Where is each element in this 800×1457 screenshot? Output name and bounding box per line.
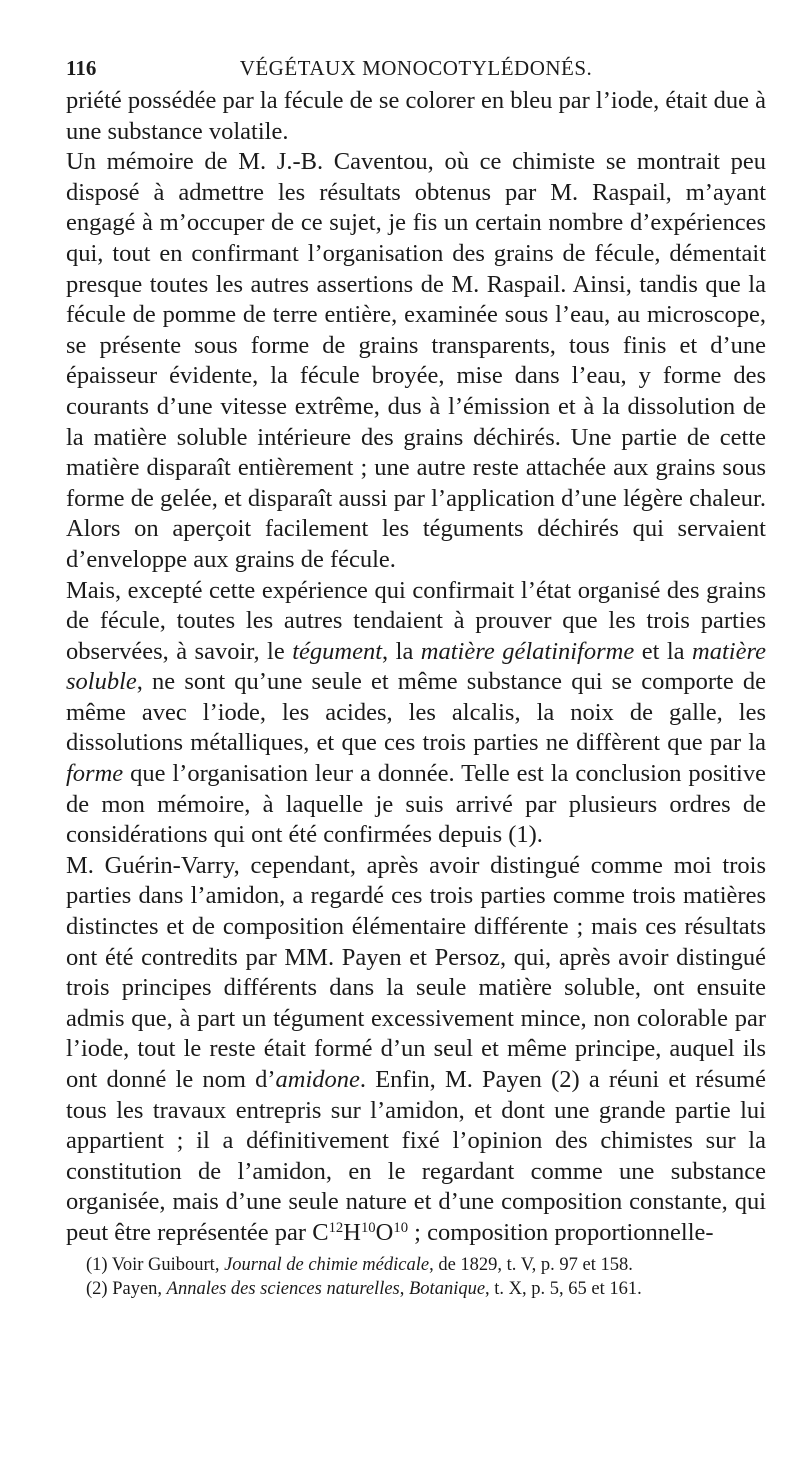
italic-text: amidone	[275, 1066, 360, 1093]
paragraph	[66, 147, 766, 575]
book-page	[66, 52, 766, 1301]
body-text	[66, 86, 766, 1249]
superscript: 12	[328, 1219, 344, 1236]
text-run: , de 1829, t. V, p. 97 et 158.	[429, 1254, 633, 1275]
text-run: et la	[634, 637, 693, 665]
footnote	[66, 1277, 766, 1301]
text-run: (1) Voir Guibourt,	[86, 1254, 225, 1275]
text-run: , t. X, p. 5, 65 et 161.	[485, 1278, 642, 1299]
page-header	[66, 52, 766, 86]
running-title: VÉGÉTAUX MONOCOTYLÉDONÉS.	[239, 56, 593, 80]
footnotes	[66, 1253, 766, 1301]
paragraph	[66, 86, 766, 147]
paragraph	[66, 576, 766, 851]
text-run: . Enfin, M. Payen (2) a réuni et résumé tous les travaux entrepris sur l’amidon, et dont une grande partie lui appartient ; il a définitivement fixé l’opinion des chimistes sur la constitution de l’amidon, en le regardant comme une substance organisée, mais d’une seule nature et d’une composition constante, qui peut être représentée par C	[66, 1066, 766, 1246]
italic-text: Journal de chimie médicale	[224, 1254, 430, 1275]
italic-text: forme	[66, 760, 124, 788]
text-run: ,	[399, 1278, 409, 1299]
text-run: O	[375, 1218, 394, 1246]
text-run: (2) Payen,	[86, 1278, 167, 1299]
italic-text: tégument	[292, 637, 383, 665]
italic-text: matière gélatiniforme	[420, 637, 635, 665]
italic-text: matière soluble	[66, 637, 766, 696]
text-run: Mais, excepté cette expérience qui confirmait l’état organisé des grains de fécule, toutes les autres tendaient à prouver que les trois parties observées, à savoir, le	[66, 576, 766, 665]
text-run: M. Guérin-Varry, cependant, après avoir distingué comme moi trois parties dans l’amidon, a regardé ces trois parties comme trois matières distinctes et de composition élémentaire différente ; mais ces résultats ont été contredits par MM. Payen et Persoz, qui, après avoir distingué trois principes différents dans la seule matière soluble, ont ensuite admis que, à part un tégument excessivement mince, non colorable par l’iode, tout le reste était formé d’un seul et même principe, auquel ils ont donné le nom d’	[66, 851, 766, 1093]
text-run: H	[343, 1218, 361, 1246]
superscript: 10	[360, 1219, 376, 1236]
text-run: que l’organisation leur a donnée. Telle est la conclusion positive de mon mémoire, à laquelle je suis arrivé par plusieurs ordres de considérations qui ont été confirmées depuis (1).	[66, 760, 766, 849]
text-run: ; composition proportionnelle-	[408, 1218, 714, 1246]
text-run: , ne sont qu’une seule et même substance qui se comporte de même avec l’iode, les acides, les alcalis, la noix de galle, les dissolutions métalliques, et que ces trois parties ne diffèrent que par la	[66, 668, 766, 757]
page-number: 116	[66, 56, 97, 80]
paragraph	[66, 851, 766, 1249]
text-run: Un mémoire de M. J.-B. Caventou, où ce chimiste se montrait peu disposé à admettre les résultats obtenus par M. Raspail, m’ayant engagé à m’occuper de ce sujet, je fis un certain nombre d’expériences qui, tout en confirmant l’organisation des grains de fécule, démentait presque toutes les autres assertions de M. Raspail. Ainsi, tandis que la fécule de pomme de terre entière, examinée sous l’eau, au microscope, se présente sous forme de grains transparents, tous finis et d’une épaisseur évidente, la fécule broyée, mise dans l’eau, y forme des courants d’une vitesse extrême, dus à l’émission et à la dissolution de la matière soluble intérieure des grains déchirés. Une partie de cette matière disparaît entièrement ; une autre reste attachée aux grains sous forme de gelée, et disparaît aussi par l’application d’une légère chaleur. Alors on aperçoit facilement les téguments déchirés qui servaient d’enveloppe aux grains de fécule.	[66, 148, 766, 573]
footnote	[66, 1253, 766, 1277]
superscript: 10	[393, 1219, 409, 1236]
text-run: , la	[382, 637, 421, 665]
italic-text: Botanique	[409, 1278, 486, 1299]
text-run: priété possédée par la fécule de se colorer en bleu par l’iode, était due à une substance volatile.	[66, 87, 766, 145]
italic-text: Annales des sciences naturelles	[166, 1278, 400, 1299]
